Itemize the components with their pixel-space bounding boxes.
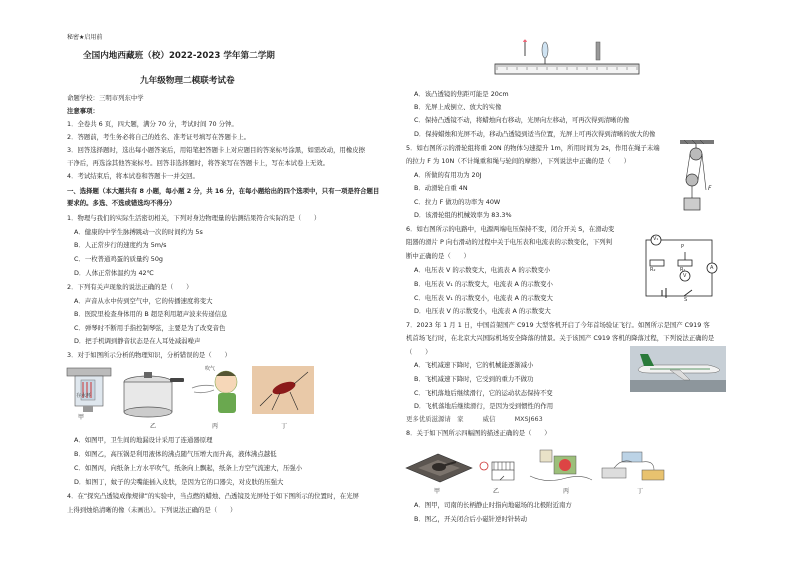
q3-figure-pressure-cooker bbox=[120, 368, 184, 420]
q1-stem: 1．物理与我们的实际生活密切相关，下列对身边物理量的估测结果符合实际的是（ ） bbox=[67, 214, 321, 222]
exam-title: 全国内地西藏班（校）2022-2023 学年第二学期 bbox=[83, 51, 275, 61]
q4-stem-2: 上得到烛焰清晰的像（未画出）。下列说法正确的是（ ） bbox=[67, 506, 237, 514]
q3-label-bing: 丙 bbox=[212, 423, 219, 430]
q6-stem-3: 断中正确的是（ ） bbox=[406, 252, 470, 260]
q8-stem: 8．关于如下图所示四幅图的描述正确的是（ ） bbox=[406, 429, 551, 437]
q3-label-ding: 丁 bbox=[281, 423, 288, 430]
q8-label-yi: 乙 bbox=[493, 488, 500, 495]
q1-option-b: B．人正常步行的速度约为 5m/s bbox=[74, 241, 167, 249]
q2-option-a: A．声音从水中传到空气中，它的传播速度将变大 bbox=[74, 297, 213, 305]
q3-label-cup: 存水杯 bbox=[76, 393, 92, 399]
q6-stem-1: 6．如右图所示的电路中，电源两端电压保持不变，闭合开关 S，在滑动变 bbox=[406, 225, 615, 233]
q4-figure-optical-bench bbox=[493, 38, 643, 80]
q6-option-a: A．电压表 V 的示数变大，电流表 A 的示数变小 bbox=[414, 266, 551, 274]
q5-stem-1: 5．如右图所示的滑轮组将重 20N 的物体匀速提升 1m，所用时间为 2s，作用在绳子末端 bbox=[406, 144, 660, 152]
q2-stem: 2．下列有关声现象的说法正确的是（ ） bbox=[67, 283, 193, 291]
q7-stem-3: （ ） bbox=[406, 348, 432, 356]
q3-label-blow: 吹气 bbox=[205, 366, 216, 372]
q8-figure-generator bbox=[598, 446, 668, 486]
q4-stem-1: 4．在“探究凸透镜成像规律”的实验中，当点燃的蜡烛、凸透镜及光屏处于如下图所示的位置时，在光屏 bbox=[67, 492, 359, 500]
q1-option-a: A．健康的中学生脉搏跳动一次的时间约为 5s bbox=[74, 228, 203, 236]
q5-label-f: F bbox=[708, 185, 712, 192]
q4-option-d: D．保持蜡烛和光屏不动，移动凸透镜到适当位置，光屏上可再次得到清晰的放大的像 bbox=[414, 130, 656, 138]
q2-option-d: D．把手机调到静音状态是在人耳处减弱噪声 bbox=[74, 337, 201, 345]
q3-figure-floor-drain bbox=[65, 366, 115, 412]
q1-option-c: C．一枚普通鸡蛋的质量约 50g bbox=[74, 255, 163, 263]
q4-option-b: B．光屏上成倒立、放大的实像 bbox=[414, 103, 502, 111]
q6-option-c: C．电压表 V₁ 的示数变小，电流表 A 的示数变大 bbox=[414, 294, 553, 302]
q8-option-b: B．图乙，开关闭合后小磁针逆时针转动 bbox=[414, 515, 528, 523]
q3-option-c: C．如图丙，向纸条上方水平吹气，纸条向上飘起，纸条上方空气流速大，压强小 bbox=[74, 464, 303, 472]
section-heading-2: 要求的。多选、不选或错选均不得分） bbox=[67, 199, 176, 207]
q6-option-d: D．电压表 V 的示数变小，电流表 A 的示数变大 bbox=[414, 307, 551, 315]
q6-option-b: B．电压表 V₁ 的示数变大，电流表 A 的示数变小 bbox=[414, 280, 553, 288]
q7-figure-airplane bbox=[630, 346, 726, 392]
q3-option-b: B．如图乙，高压锅是利用液体的沸点随气压增大而升高，液体沸点越低 bbox=[74, 450, 277, 458]
circuit-label-v: V bbox=[683, 273, 687, 279]
circuit-label-v1: V₁ bbox=[653, 236, 659, 242]
secret-label: 秘密★启用前 bbox=[67, 34, 103, 41]
exam-subtitle: 九年级物理二模联考试卷 bbox=[140, 76, 235, 86]
floor-drain-drawing bbox=[65, 366, 115, 412]
pressure-cooker-drawing bbox=[120, 368, 184, 420]
q8-figure-sinan bbox=[404, 446, 474, 486]
watermark-line: 更多优质滋源请 家 威信 MXSJ663 bbox=[406, 415, 543, 423]
q2-option-c: C．弹琴时不断用手指控制琴弦，主要是为了改变音色 bbox=[74, 324, 226, 332]
q8-label-bing: 丙 bbox=[563, 488, 570, 495]
circuit-label-s: S bbox=[684, 297, 688, 303]
q8-label-ding: 丁 bbox=[637, 488, 644, 495]
q3-option-a: A．如图甲，卫生间的地漏设计采用了连通器原理 bbox=[74, 436, 213, 444]
airplane-drawing bbox=[630, 346, 726, 392]
q5-option-d: D．该滑轮组的机械效率为 83.3% bbox=[414, 211, 512, 219]
q8-option-a: A．图甲，司南的长柄静止时指向地磁场的北极附近南方 bbox=[414, 501, 572, 509]
coil-drawing bbox=[478, 452, 520, 484]
q7-stem-2: 机首场飞行时，在北京大兴国际机场安全降落的情景。关于该国产 C919 客机的降落过程，下列说法正确的是 bbox=[406, 334, 715, 342]
q3-stem: 3．对于如图所示分析的物理知识，分析错误的是（ ） bbox=[67, 351, 231, 359]
q5-figure-pulley bbox=[678, 140, 718, 218]
note-item: 4．考试结束后，将本试卷和答题卡一并交回。 bbox=[67, 172, 199, 180]
q1-option-d: D．人体正常体温约为 42℃ bbox=[74, 269, 154, 277]
mosquito-drawing bbox=[252, 366, 314, 414]
motor-drawing bbox=[526, 446, 596, 486]
sinan-drawing bbox=[404, 446, 474, 486]
q8-figure-coil bbox=[478, 452, 520, 484]
note-item: 2．答题前，考生务必将自己的姓名、准考证号填写在答题卡上。 bbox=[67, 133, 251, 141]
generator-drawing bbox=[598, 446, 668, 486]
q7-option-c: C．飞机落地后继续滑行，它的运动状态保持不变 bbox=[414, 389, 553, 397]
school-line: 命题学校：三明市列东中学 bbox=[67, 94, 144, 102]
circuit-label-a: A bbox=[710, 265, 714, 271]
q5-option-c: C．拉力 F 做功的功率为 40W bbox=[414, 198, 501, 206]
blowing-paper-drawing bbox=[190, 366, 246, 416]
q5-option-a: A．所做的有用功为 20J bbox=[414, 171, 482, 179]
q6-stem-2: 阻器的滑片 P 向右滑动的过程中关于电压表和电流表的示数变化，下列判 bbox=[406, 238, 613, 246]
q3-figure-mosquito bbox=[252, 366, 314, 414]
q3-figure-blowing bbox=[190, 366, 246, 416]
q7-option-a: A．飞机减速下降时，它的机械能逐渐减小 bbox=[414, 361, 534, 369]
q8-label-jia: 甲 bbox=[434, 488, 441, 495]
q3-option-d: D．如图丁，蚊子的尖嘴能插入皮肤，是因为它的口器尖，对皮肤的压强大 bbox=[74, 478, 284, 486]
notes-heading: 注意事项： bbox=[67, 107, 99, 115]
q4-option-c: C．保持凸透镜不动，将蜡烛向右移动，光屏向左移动，可再次得到清晰的像 bbox=[414, 116, 630, 124]
q3-label-yi: 乙 bbox=[150, 423, 157, 430]
q4-option-a: A．该凸透镜的焦距可能是 20cm bbox=[414, 90, 509, 98]
note-item: 1．全卷共 6 页，四大题，满分 70 分，考试时间 70 分钟。 bbox=[67, 120, 238, 128]
q5-option-b: B．动滑轮自重 4N bbox=[414, 184, 468, 192]
note-item: 3．回答选择题时，选出每小题答案后，用铅笔把答题卡上对应题目的答案标号涂黑，如需改动，用橡皮擦 bbox=[67, 146, 366, 154]
q7-stem-1: 7．2023 年 1 月 1 日，中国首架国产 C919 大型客机开启了今年首场验证飞行。如图所示是国产 C919 客 bbox=[406, 321, 710, 329]
section-heading: 一、选择题（本大题共有 8 小题，每小题 2 分，共 16 分，在每小题给出的四个选项中，只有一项是符合题目 bbox=[67, 187, 380, 195]
note-item: 干净后，再选涂其他答案标号。回答非选择题时，将答案写在答题卡上，写在本试卷上无效。 bbox=[67, 159, 330, 167]
pulley-drawing bbox=[678, 140, 718, 218]
q7-option-b: B．飞机减速下降时，它受到的重力不做功 bbox=[414, 375, 534, 383]
optical-bench-drawing bbox=[493, 38, 643, 80]
circuit-label-r1: R₁ bbox=[680, 267, 686, 273]
q5-stem-2: 的拉力 F 为 10N（不计绳重和绳与轮间的摩擦），下列说法中正确的是（ ） bbox=[406, 157, 630, 165]
circuit-label-r2: R₂ bbox=[650, 267, 656, 273]
q2-option-b: B．医院里检查身体用的 B 超是利用超声波来传递信息 bbox=[74, 310, 228, 318]
q3-label-jia: 甲 bbox=[78, 414, 85, 421]
q8-figure-motor bbox=[526, 446, 596, 486]
q7-option-d: D．飞机落地后继续滑行，是因为受到惯性的作用 bbox=[414, 402, 554, 410]
circuit-label-p: P bbox=[681, 244, 685, 250]
